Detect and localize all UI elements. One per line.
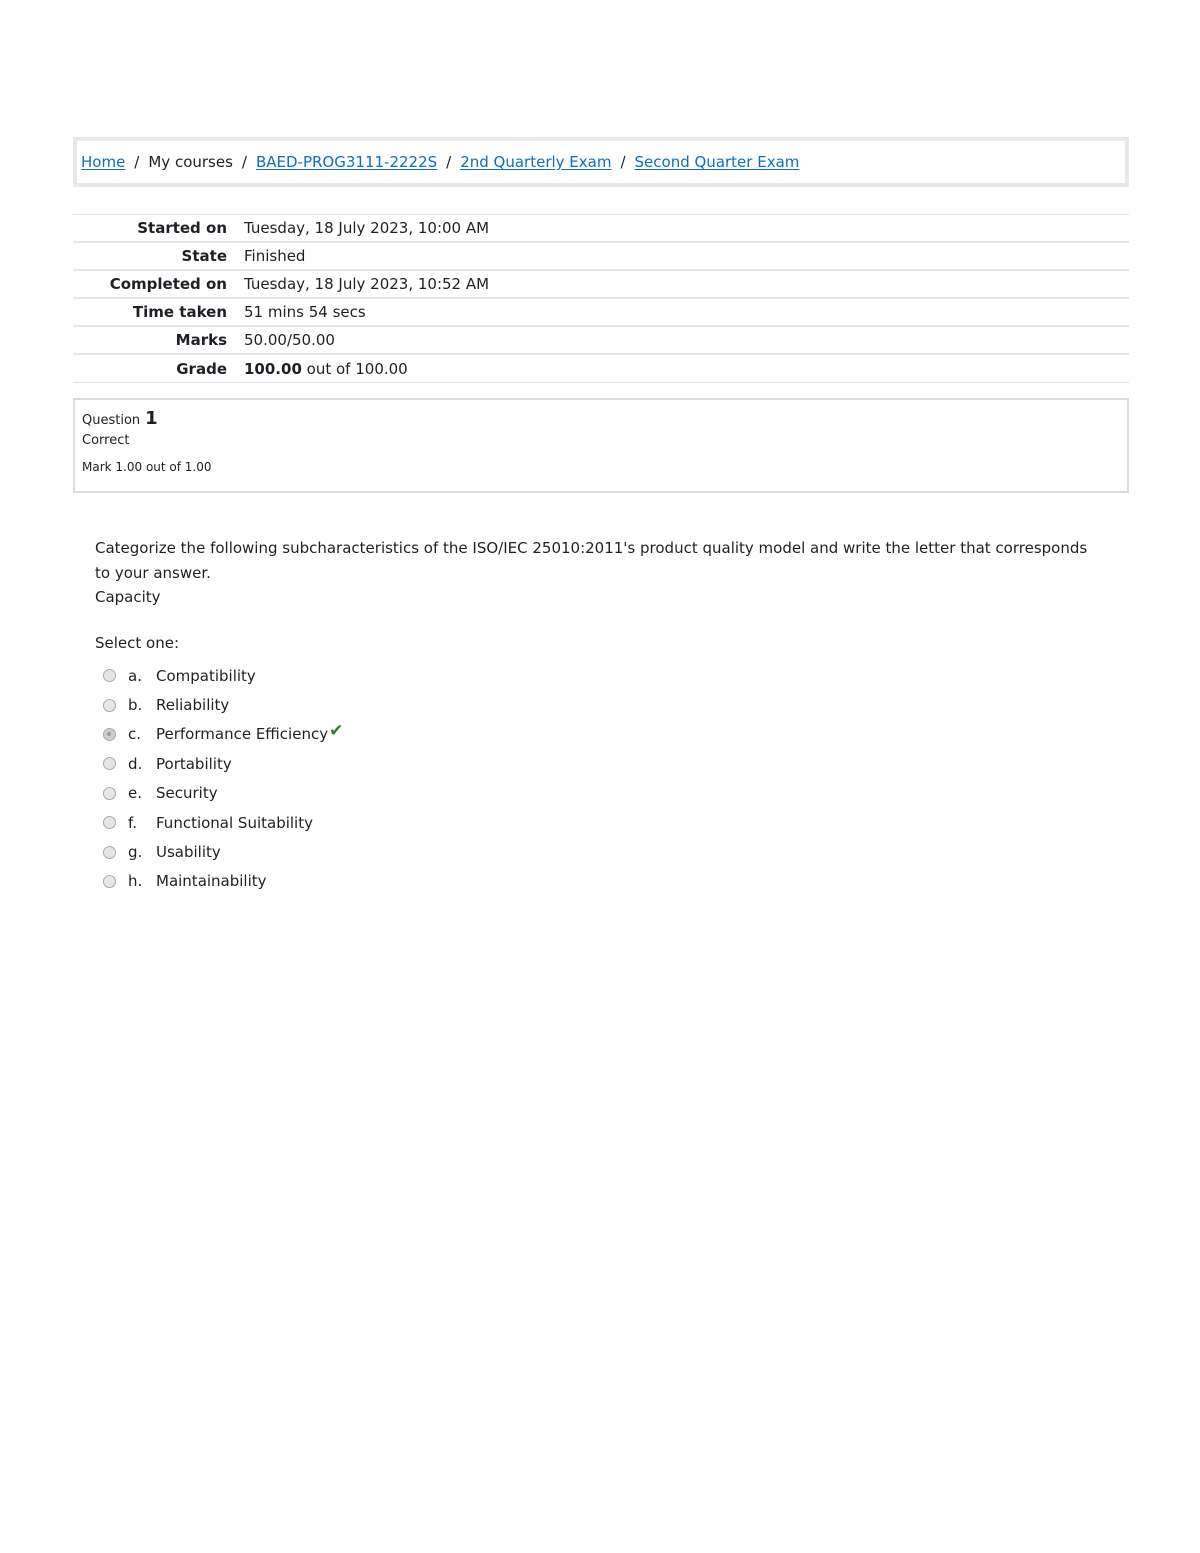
option-label: Portability bbox=[156, 754, 232, 773]
answer-option-c[interactable] bbox=[103, 720, 343, 749]
summary-value: Finished bbox=[244, 247, 306, 265]
breadcrumb-separator: / bbox=[446, 153, 452, 171]
summary-row-marks bbox=[73, 326, 1129, 354]
breadcrumb-course-link[interactable]: BAED-PROG3111-2222S bbox=[255, 153, 438, 171]
breadcrumb-separator: / bbox=[241, 153, 247, 171]
breadcrumb-my-courses: My courses bbox=[148, 153, 233, 171]
option-label: Security bbox=[156, 784, 218, 803]
summary-row-state bbox=[73, 242, 1129, 270]
summary-value: Tuesday, 18 July 2023, 10:00 AM bbox=[244, 219, 490, 237]
radio-button[interactable] bbox=[103, 816, 116, 829]
option-label: Usability bbox=[156, 843, 221, 862]
breadcrumb-section-link[interactable]: 2nd Quarterly Exam bbox=[460, 153, 612, 171]
select-one-prompt: Select one: bbox=[95, 634, 180, 652]
grade-value: 100.00 bbox=[244, 359, 302, 378]
summary-label: Marks bbox=[175, 331, 227, 349]
summary-label: State bbox=[181, 247, 227, 265]
radio-button[interactable] bbox=[103, 669, 116, 682]
option-letter: f. bbox=[128, 813, 137, 832]
answer-option-a[interactable] bbox=[103, 661, 343, 690]
answer-option-f[interactable] bbox=[103, 808, 343, 837]
option-letter: h. bbox=[128, 872, 143, 891]
question-state: Correct bbox=[82, 433, 130, 448]
summary-label: Grade bbox=[176, 359, 227, 378]
answer-option-g[interactable] bbox=[103, 837, 343, 866]
answer-option-e[interactable] bbox=[103, 779, 343, 808]
option-letter: e. bbox=[128, 784, 142, 803]
breadcrumb-quiz-link[interactable]: Second Quarter Exam bbox=[634, 153, 800, 171]
summary-row-time-taken bbox=[73, 298, 1129, 326]
check-icon: ✔ bbox=[329, 721, 344, 742]
summary-row-started bbox=[73, 215, 1129, 243]
option-letter: g. bbox=[128, 843, 143, 862]
answer-options bbox=[103, 661, 343, 896]
radio-button-selected[interactable] bbox=[103, 728, 116, 741]
summary-value: 50.00/50.00 bbox=[244, 331, 335, 349]
breadcrumb bbox=[73, 137, 1129, 187]
summary-value: 51 mins 54 secs bbox=[244, 303, 366, 321]
breadcrumb-separator: / bbox=[620, 153, 626, 171]
option-letter: a. bbox=[128, 666, 142, 685]
option-label: Performance Efficiency bbox=[156, 725, 329, 744]
breadcrumb-home-link[interactable]: Home bbox=[81, 153, 126, 171]
question-subject: Capacity bbox=[95, 588, 161, 606]
radio-button[interactable] bbox=[103, 757, 116, 770]
summary-label: Started on bbox=[137, 219, 227, 237]
radio-button[interactable] bbox=[103, 846, 116, 859]
answer-option-h[interactable] bbox=[103, 867, 343, 896]
summary-label: Time taken bbox=[132, 303, 227, 321]
radio-button[interactable] bbox=[103, 787, 116, 800]
question-prompt-text: Categorize the following subcharacteristics of the ISO/IEC 25010:2011's product quality model and write the letter that corresponds to your answer. bbox=[95, 539, 1088, 582]
quiz-summary-table bbox=[73, 214, 1129, 383]
question-number-value: 1 bbox=[145, 408, 158, 429]
question-number bbox=[82, 408, 1127, 430]
radio-button[interactable] bbox=[103, 875, 116, 888]
option-label: Functional Suitability bbox=[156, 813, 313, 832]
radio-button[interactable] bbox=[103, 699, 116, 712]
question-info-box bbox=[73, 398, 1129, 493]
option-label: Reliability bbox=[156, 696, 230, 715]
question-text bbox=[95, 536, 1105, 610]
grade-suffix: out of 100.00 bbox=[306, 359, 408, 378]
option-label: Maintainability bbox=[156, 872, 267, 891]
breadcrumb-separator: / bbox=[134, 153, 140, 171]
option-letter: c. bbox=[128, 725, 142, 744]
option-letter: b. bbox=[128, 696, 143, 715]
summary-label: Completed on bbox=[109, 275, 227, 293]
answer-option-b[interactable] bbox=[103, 690, 343, 719]
summary-value bbox=[244, 354, 1129, 383]
summary-row-completed bbox=[73, 270, 1129, 298]
summary-value: Tuesday, 18 July 2023, 10:52 AM bbox=[244, 275, 490, 293]
option-letter: d. bbox=[128, 754, 143, 773]
summary-row-grade bbox=[73, 354, 1129, 383]
option-label: Compatibility bbox=[156, 666, 256, 685]
question-mark: Mark 1.00 out of 1.00 bbox=[82, 460, 212, 474]
answer-option-d[interactable] bbox=[103, 749, 343, 778]
question-label: Question bbox=[82, 413, 141, 428]
